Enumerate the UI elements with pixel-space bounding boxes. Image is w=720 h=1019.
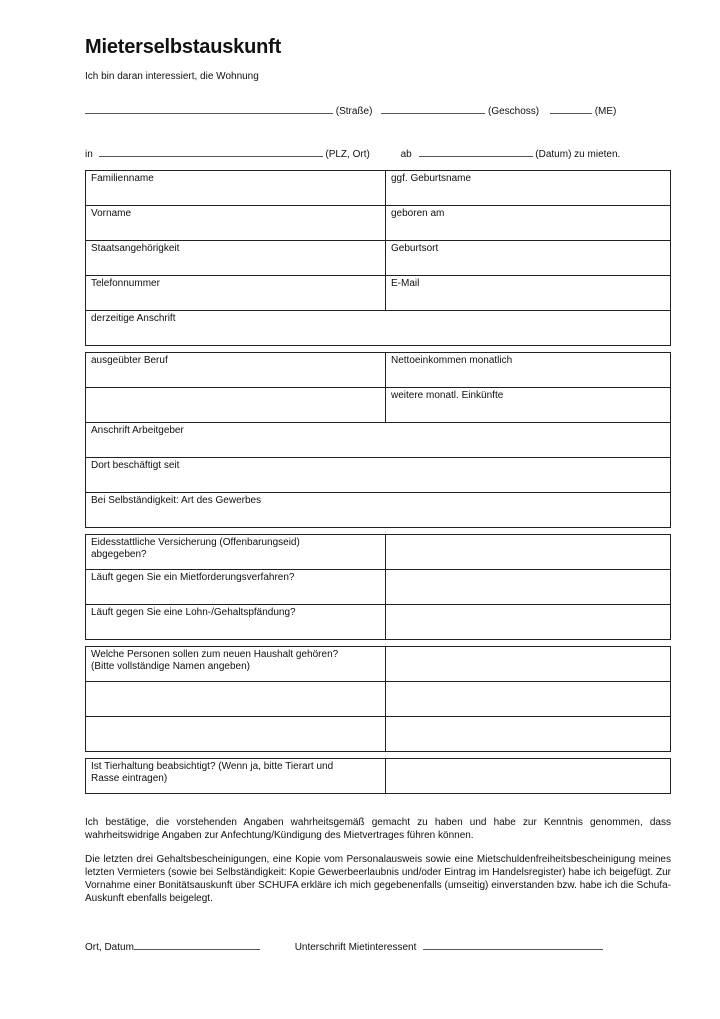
- household-name-field-2[interactable]: [86, 682, 386, 717]
- rent-claim-answer-field[interactable]: [386, 570, 671, 605]
- confirmation-text: Ich bestätige, die vorstehenden Angaben wahrheitsgemäß gemacht zu haben und habe zur Kenntnis genommen, dass wahrheitswidrige Angaben zur Anfechtung/Kündigung des Mietvertrages führen können.: [85, 817, 671, 841]
- garnishment-answer-field[interactable]: [386, 605, 671, 640]
- birth-name-field[interactable]: ggf. Geburtsname: [386, 171, 671, 206]
- occupation-field[interactable]: ausgeübter Beruf: [86, 353, 386, 388]
- address-line-1: [85, 104, 671, 117]
- birth-date-field[interactable]: geboren am: [386, 206, 671, 241]
- pets-table: [85, 758, 671, 794]
- from-label: ab: [400, 149, 412, 160]
- household-answer-field-1[interactable]: [386, 647, 671, 682]
- current-address-field[interactable]: derzeitige Anschrift: [86, 311, 671, 346]
- household-answer-field-3[interactable]: [386, 717, 671, 752]
- business-type-field[interactable]: Bei Selbständigkeit: Art des Gewerbes: [86, 493, 671, 528]
- household-question: Welche Personen sollen zum neuen Haushalt gehören? (Bitte vollständige Namen angeben): [86, 647, 386, 682]
- address-line-2: [85, 147, 671, 160]
- household-answer-field-2[interactable]: [386, 682, 671, 717]
- zip-city-label: (PLZ, Ort): [325, 149, 370, 160]
- birthplace-field[interactable]: Geburtsort: [386, 241, 671, 276]
- occupation-extra-field[interactable]: [86, 388, 386, 423]
- household-table: [85, 646, 671, 752]
- unit-field[interactable]: [550, 104, 592, 114]
- nationality-field[interactable]: Staatsangehörigkeit: [86, 241, 386, 276]
- move-date-field[interactable]: [419, 147, 533, 157]
- garnishment-question: Läuft gegen Sie eine Lohn-/Gehaltspfändung?: [86, 605, 386, 640]
- unit-label: (ME): [594, 106, 617, 117]
- phone-field[interactable]: Telefonnummer: [86, 276, 386, 311]
- personal-data-table: [85, 170, 671, 346]
- signature-line: [85, 940, 671, 953]
- affidavit-answer-field[interactable]: [386, 535, 671, 570]
- floor-field[interactable]: [381, 104, 485, 114]
- place-date-label: Ort, Datum: [85, 942, 134, 953]
- first-name-field[interactable]: Vorname: [86, 206, 386, 241]
- affidavit-question: Eidesstattliche Versicherung (Offenbarungseid) abgegeben?: [86, 535, 386, 570]
- net-income-field[interactable]: Nettoeinkommen monatlich: [386, 353, 671, 388]
- rent-claim-question: Läuft gegen Sie ein Mietforderungsverfahren?: [86, 570, 386, 605]
- family-name-field[interactable]: Familienname: [86, 171, 386, 206]
- legal-questions-table: [85, 534, 671, 640]
- signature-label: Unterschrift Mietinteressent: [294, 942, 417, 953]
- employer-address-field[interactable]: Anschrift Arbeitgeber: [86, 423, 671, 458]
- street-label: (Straße): [335, 106, 373, 117]
- pets-answer-field[interactable]: [386, 759, 671, 794]
- employment-table: [85, 352, 671, 528]
- floor-label: (Geschoss): [488, 106, 540, 117]
- documents-text: Die letzten drei Gehaltsbescheinigungen, eine Kopie vom Personalausweis sowie eine Mietschuldenfreiheitsbescheinigung meines letzten Vermieters (sowie bei Selbständigkeit: Kopie Gewerbeerlaubnis und/oder Eintrag im Handelsregister) habe ich beigefügt. Zur Vornahme einer Bonitätsauskunft über SCHUFA erkläre ich mich gegebenenfalls (umseitig) einverstanden bzw. habe ich die Schufa-Auskunft ebenfalls beigelegt.: [85, 854, 671, 904]
- employed-since-field[interactable]: Dort beschäftigt seit: [86, 458, 671, 493]
- place-date-field[interactable]: [134, 940, 260, 950]
- signature-field[interactable]: [423, 940, 603, 950]
- pets-question: Ist Tierhaltung beabsichtigt? (Wenn ja, bitte Tierart und Rasse eintragen): [86, 759, 386, 794]
- street-field[interactable]: [85, 104, 333, 114]
- intro-text: Ich bin daran interessiert, die Wohnung: [85, 71, 259, 82]
- in-label: in: [85, 149, 93, 160]
- other-income-field[interactable]: weitere monatl. Einkünfte: [386, 388, 671, 423]
- email-field[interactable]: E-Mail: [386, 276, 671, 311]
- household-name-field-3[interactable]: [86, 717, 386, 752]
- page-title: Mieterselbstauskunft: [85, 36, 282, 58]
- zip-city-field[interactable]: [99, 147, 323, 157]
- move-date-label: (Datum) zu mieten.: [535, 149, 621, 160]
